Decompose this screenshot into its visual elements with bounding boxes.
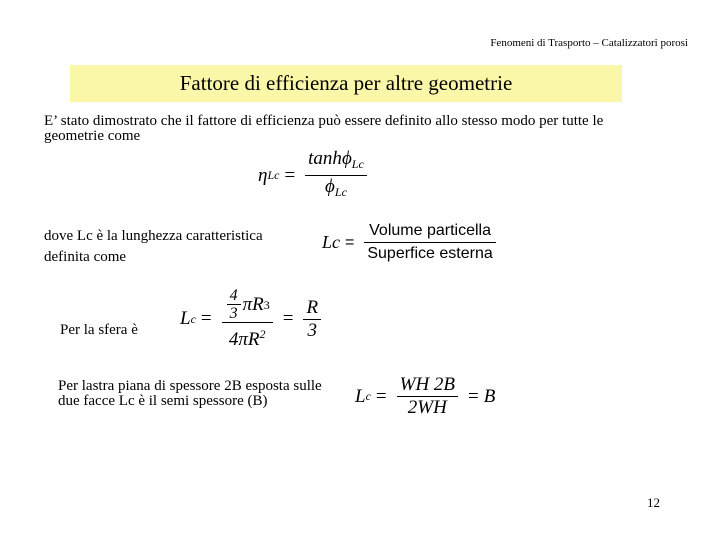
phi-symbol: ϕ bbox=[325, 176, 335, 197]
slab-denominator: 2WH bbox=[407, 397, 447, 418]
sphere-numerator bbox=[222, 287, 273, 322]
characteristic-length-text: dove Lc è la lunghezza caratteristica definita come bbox=[44, 228, 263, 265]
equals-sign: = bbox=[345, 233, 355, 251]
radius-exponent: 2 bbox=[259, 327, 266, 341]
radius-exponent: 3 bbox=[263, 297, 270, 312]
sphere-denominator bbox=[226, 323, 269, 351]
pi-symbol: π bbox=[242, 293, 253, 315]
equals-sign: = bbox=[282, 308, 294, 329]
equals-sign: = bbox=[200, 308, 212, 329]
r-over-three-fraction bbox=[303, 297, 321, 342]
lc-subscript: c bbox=[365, 389, 371, 403]
lc-subscript: c bbox=[190, 311, 196, 326]
den-coefficient: 4 bbox=[228, 329, 239, 350]
lc-numerator: Volume particella bbox=[369, 222, 491, 239]
lc-symbol: L bbox=[180, 308, 191, 329]
four-thirds-fraction bbox=[227, 287, 241, 322]
pi-symbol: π bbox=[238, 329, 248, 350]
four-thirds-denominator: 3 bbox=[229, 305, 238, 322]
lc-fraction bbox=[364, 220, 495, 265]
eta-numerator bbox=[305, 148, 367, 175]
slide-header: Fenomeni di Trasporto – Catalizzatori porosi bbox=[490, 37, 688, 49]
eta-denominator bbox=[322, 176, 350, 203]
eta-symbol: η bbox=[258, 164, 268, 186]
efficiency-factor-equation bbox=[258, 148, 372, 203]
slab-text: Per lastra piana di spessore 2B esposta sulle due facce Lc è il semi spessore (B) bbox=[58, 378, 322, 409]
phi-symbol: ϕ bbox=[341, 148, 352, 169]
page-number: 12 bbox=[647, 495, 660, 510]
lc-symbol: L bbox=[322, 232, 333, 252]
lc-symbol: L bbox=[355, 385, 366, 407]
equals-sign: = bbox=[375, 385, 387, 407]
sphere-equation bbox=[180, 287, 326, 351]
equals-sign: = bbox=[284, 164, 296, 186]
intro-text: E’ stato dimostrato che il fattore di efficienza può essere definito allo stesso modo per tutte le geometrie come bbox=[44, 113, 604, 144]
tanh-label: tanh bbox=[308, 148, 342, 169]
lc-subscript: c bbox=[332, 232, 341, 252]
characteristic-length-equation bbox=[322, 220, 501, 265]
lc-denominator: Superfice esterna bbox=[367, 245, 493, 262]
radius-symbol: R bbox=[247, 329, 260, 350]
phi-subscript: Lc bbox=[334, 185, 347, 199]
slab-equation bbox=[355, 374, 495, 419]
r-numerator: R bbox=[306, 296, 319, 318]
slide-title: Fattore di efficienza per altre geometrie bbox=[179, 71, 513, 95]
title-band bbox=[70, 65, 622, 102]
eta-subscript: Lc bbox=[267, 168, 280, 182]
four-thirds-numerator: 4 bbox=[229, 287, 238, 304]
slab-numerator: WH 2B bbox=[399, 374, 456, 395]
sphere-text: Per la sfera è bbox=[60, 322, 138, 338]
equals-sign: = bbox=[468, 385, 479, 407]
three-denominator: 3 bbox=[307, 319, 318, 341]
radius-symbol: R bbox=[252, 293, 264, 315]
eta-fraction bbox=[305, 148, 367, 203]
b-symbol: B bbox=[483, 385, 496, 407]
phi-subscript: Lc bbox=[351, 157, 364, 171]
sphere-outer-fraction bbox=[222, 287, 273, 351]
slab-fraction bbox=[397, 374, 458, 419]
